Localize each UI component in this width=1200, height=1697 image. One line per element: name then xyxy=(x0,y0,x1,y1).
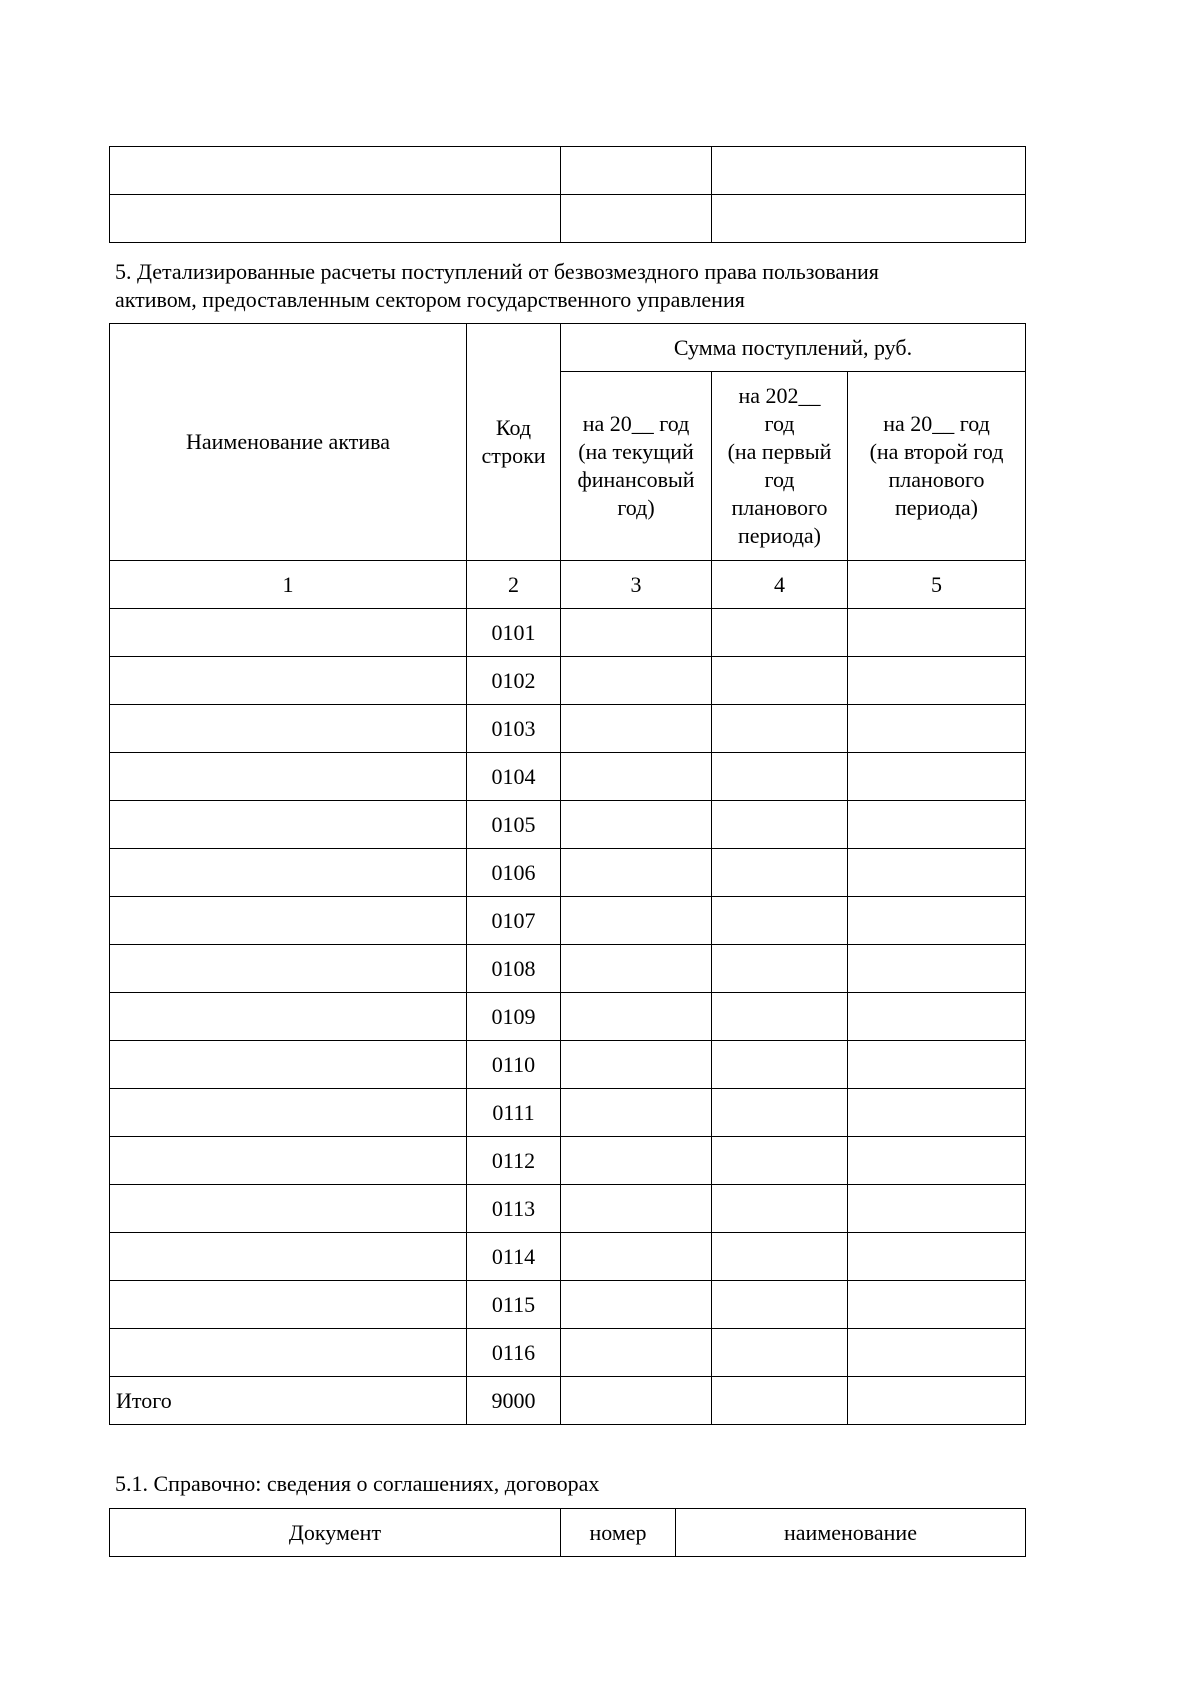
table-cell xyxy=(561,1281,712,1329)
table-row xyxy=(110,801,1026,849)
table-cell xyxy=(110,1185,467,1233)
row-code: 0111 xyxy=(467,1089,561,1137)
table-cell xyxy=(848,1185,1026,1233)
table-cell xyxy=(110,657,467,705)
table-cell xyxy=(848,1041,1026,1089)
table-cell xyxy=(561,1377,712,1425)
column-number: 5 xyxy=(848,561,1026,609)
section-5-1-title: 5.1. Справочно: сведения о соглашениях, договорах xyxy=(115,1471,600,1496)
table-cell xyxy=(110,609,467,657)
table-cell xyxy=(712,1089,848,1137)
header-col4-line: год xyxy=(764,467,795,492)
table-cell xyxy=(561,945,712,993)
table-cell xyxy=(712,849,848,897)
table-cell xyxy=(561,1137,712,1185)
row-code: 0105 xyxy=(467,801,561,849)
row-code: 0102 xyxy=(467,657,561,705)
table-cell xyxy=(712,657,848,705)
header-second-plan-year xyxy=(848,372,1026,561)
row-code: 0112 xyxy=(467,1137,561,1185)
table-cell xyxy=(561,849,712,897)
row-code: 0107 xyxy=(467,897,561,945)
header-col4-line: (на первый xyxy=(727,439,832,464)
row-code: 0116 xyxy=(467,1329,561,1377)
header-sum: Сумма поступлений, руб. xyxy=(561,324,1026,372)
row-code: 0108 xyxy=(467,945,561,993)
table-cell xyxy=(712,1041,848,1089)
table-cell xyxy=(848,705,1026,753)
table-row xyxy=(110,609,1026,657)
table-cell xyxy=(561,1089,712,1137)
table-row xyxy=(110,993,1026,1041)
table-cell xyxy=(110,1137,467,1185)
table-row xyxy=(110,657,1026,705)
data-rows xyxy=(110,609,1026,1377)
agreements-table xyxy=(109,1508,1026,1557)
row-code: 0115 xyxy=(467,1281,561,1329)
table-row xyxy=(110,1233,1026,1281)
table-cell xyxy=(848,609,1026,657)
table-cell xyxy=(561,147,712,195)
header-col5-line: (на второй год xyxy=(869,439,1004,464)
table-cell xyxy=(848,753,1026,801)
table-cell xyxy=(848,897,1026,945)
header-col3-line: год) xyxy=(617,495,655,520)
table-cell xyxy=(110,195,561,243)
header-asset-name: Наименование актива xyxy=(110,324,467,561)
table-row xyxy=(110,147,1026,195)
table-cell xyxy=(561,1041,712,1089)
table-cell xyxy=(848,1377,1026,1425)
table-cell xyxy=(848,945,1026,993)
column-number: 2 xyxy=(467,561,561,609)
table-cell xyxy=(848,657,1026,705)
header-number: номер xyxy=(561,1509,676,1557)
table-row xyxy=(110,705,1026,753)
header-code-line2: строки xyxy=(481,443,546,468)
table-cell xyxy=(110,993,467,1041)
table-row xyxy=(110,1089,1026,1137)
table-cell xyxy=(110,1281,467,1329)
row-code: 0109 xyxy=(467,993,561,1041)
table-cell xyxy=(110,897,467,945)
table-cell xyxy=(561,993,712,1041)
header-col4-line: планового xyxy=(731,495,828,520)
table-cell xyxy=(848,1089,1026,1137)
total-code: 9000 xyxy=(467,1377,561,1425)
row-code: 0104 xyxy=(467,753,561,801)
header-current-year xyxy=(561,372,712,561)
table-cell xyxy=(848,801,1026,849)
header-col4-line: год xyxy=(764,411,795,436)
column-numbers-row xyxy=(110,561,1026,609)
table-cell xyxy=(110,147,561,195)
table-cell xyxy=(712,897,848,945)
total-row xyxy=(110,1377,1026,1425)
total-label: Итого xyxy=(110,1377,467,1425)
header-first-plan-year xyxy=(712,372,848,561)
header-col3-line: финансовый xyxy=(577,467,695,492)
table-cell xyxy=(712,1185,848,1233)
column-number: 4 xyxy=(712,561,848,609)
header-row xyxy=(110,324,1026,372)
table-cell xyxy=(561,753,712,801)
row-code: 0101 xyxy=(467,609,561,657)
table-cell xyxy=(712,801,848,849)
column-number: 1 xyxy=(110,561,467,609)
table-cell xyxy=(848,1329,1026,1377)
table-cell xyxy=(561,1185,712,1233)
table-cell xyxy=(561,1233,712,1281)
table-cell xyxy=(712,1137,848,1185)
previous-table-fragment xyxy=(109,146,1026,243)
column-number: 3 xyxy=(561,561,712,609)
table-cell xyxy=(712,753,848,801)
table-cell xyxy=(561,657,712,705)
table-cell xyxy=(848,849,1026,897)
table-cell xyxy=(712,1329,848,1377)
table-cell xyxy=(110,1233,467,1281)
table-cell xyxy=(561,801,712,849)
row-code: 0103 xyxy=(467,705,561,753)
table-row xyxy=(110,1041,1026,1089)
section-5-title-line2: активом, предоставленным сектором государственного управления xyxy=(115,287,745,312)
header-col4-line: периода) xyxy=(738,523,821,548)
header-col5-line: планового xyxy=(888,467,985,492)
header-row xyxy=(110,1509,1026,1557)
table-row xyxy=(110,1281,1026,1329)
table-cell xyxy=(110,705,467,753)
header-document: Документ xyxy=(110,1509,561,1557)
row-code: 0110 xyxy=(467,1041,561,1089)
table-cell xyxy=(848,1137,1026,1185)
table-row xyxy=(110,1137,1026,1185)
table-cell xyxy=(848,1233,1026,1281)
row-code: 0114 xyxy=(467,1233,561,1281)
row-code: 0113 xyxy=(467,1185,561,1233)
header-col4-line: на 202__ xyxy=(738,383,821,408)
table-row xyxy=(110,1329,1026,1377)
table-cell xyxy=(110,1041,467,1089)
table-row xyxy=(110,945,1026,993)
header-name: наименование xyxy=(676,1509,1026,1557)
table-cell xyxy=(712,1233,848,1281)
table-row xyxy=(110,849,1026,897)
table-cell xyxy=(110,1329,467,1377)
table-row xyxy=(110,897,1026,945)
table-cell xyxy=(561,609,712,657)
table-row xyxy=(110,195,1026,243)
header-col3-line: (на текущий xyxy=(578,439,694,464)
table-cell xyxy=(110,945,467,993)
header-col3-line: на 20__ год xyxy=(582,411,690,436)
table-cell xyxy=(712,609,848,657)
table-cell xyxy=(712,705,848,753)
table-cell xyxy=(712,1281,848,1329)
table-cell xyxy=(712,945,848,993)
table-cell xyxy=(110,849,467,897)
table-cell xyxy=(561,1329,712,1377)
revenue-table xyxy=(109,323,1026,1425)
table-cell xyxy=(561,705,712,753)
header-row-code xyxy=(467,324,561,561)
table-cell xyxy=(561,897,712,945)
header-col5-line: на 20__ год xyxy=(883,411,990,436)
table-row xyxy=(110,753,1026,801)
table-cell xyxy=(110,1089,467,1137)
table-cell xyxy=(712,195,1026,243)
row-code: 0106 xyxy=(467,849,561,897)
table-cell xyxy=(110,801,467,849)
table-row xyxy=(110,1185,1026,1233)
table-cell xyxy=(712,147,1026,195)
table-cell xyxy=(848,993,1026,1041)
table-cell xyxy=(561,195,712,243)
header-code-line1: Код xyxy=(495,415,532,440)
table-cell xyxy=(110,753,467,801)
header-col5-line: периода) xyxy=(895,495,978,520)
section-5-title xyxy=(115,258,1025,314)
section-5-title-line1: 5. Детализированные расчеты поступлений от безвозмездного права пользования xyxy=(115,259,879,284)
table-cell xyxy=(848,1281,1026,1329)
table-cell xyxy=(712,993,848,1041)
table-cell xyxy=(712,1377,848,1425)
